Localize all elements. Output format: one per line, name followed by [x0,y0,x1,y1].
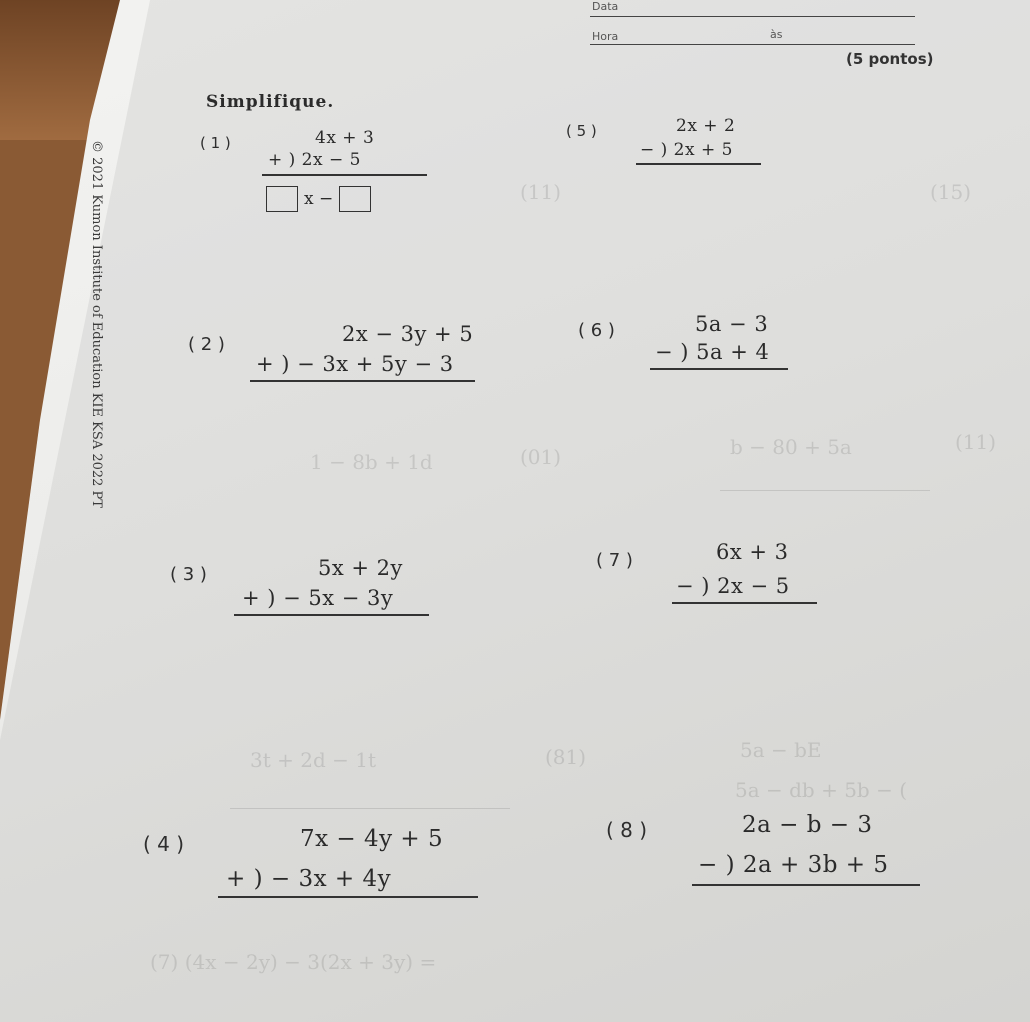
answer-box[interactable] [266,186,298,212]
problem-3-rule [234,614,429,616]
time-label: Hora [592,30,619,43]
problem-7-line2: − ) 2x − 5 [676,574,790,598]
at-label: às [770,28,783,41]
problem-8-number: ( 8 ) [606,818,648,842]
problem-6-line1: 5a − 3 [695,312,769,336]
problem-2-line1: 2x − 3y + 5 [342,322,474,346]
problem-4-rule [218,896,478,898]
bleed-through-mark: (15) [930,180,972,204]
problem-4-line2: + ) − 3x + 4y [226,866,392,892]
bleed-through-mark: 1 − 8b + 1d [310,450,433,474]
bleed-through-mark: 5a − db + 5b − ( [735,778,908,802]
problem-7-line1: 6x + 3 [716,540,789,564]
date-line [590,16,915,17]
instruction: Simplifique. [206,92,335,112]
problem-1-line1: 4x + 3 [315,128,375,148]
copyright-sidebar: © 2021 Kumon Institute of Education KIE KSA 2022 PT [89,140,104,508]
problem-6-line2: − ) 5a + 4 [655,340,770,364]
problem-7-rule [672,602,817,604]
points-label: (5 pontos) [846,50,934,68]
problem-5-rule [636,163,761,165]
problem-3-number: ( 3 ) [170,564,207,585]
bleed-through-line [230,808,510,809]
problem-2-rule [250,380,475,382]
bleed-through-mark: (11) [955,430,997,454]
time-line [590,44,915,45]
problem-5-line1: 2x + 2 [676,116,736,136]
problem-6-rule [650,368,788,370]
problem-5-number: ( 5 ) [566,122,597,140]
answer-middle: x − [304,189,334,209]
problem-3-line2: + ) − 5x − 3y [242,586,394,610]
problem-3-line1: 5x + 2y [318,556,403,580]
problem-1-number: ( 1 ) [200,134,231,152]
problem-1-answer [266,186,371,212]
problem-6-number: ( 6 ) [578,320,615,341]
problem-2-number: ( 2 ) [188,334,225,355]
problem-4-line1: 7x − 4y + 5 [300,826,444,852]
answer-box[interactable] [339,186,371,212]
bleed-through-mark: 5a − bE [740,738,822,762]
bleed-through-line [720,490,930,491]
bleed-through-mark: (01) [520,445,562,469]
problem-7-number: ( 7 ) [596,550,633,571]
problem-5-line2: − ) 2x + 5 [640,140,733,160]
bleed-through-mark: (11) [520,180,562,204]
problem-1-line2: + ) 2x − 5 [268,150,361,170]
date-label: Data [592,0,619,13]
problem-8-rule [692,884,920,886]
problem-8-line1: 2a − b − 3 [742,812,873,838]
bleed-through-mark: 3t + 2d − 1t [250,748,376,772]
bleed-through-mark: (7) (4x − 2y) − 3(2x + 3y) = [150,950,437,974]
bleed-through-mark: b − 80 + 5a [730,435,852,459]
problem-4-number: ( 4 ) [143,832,185,856]
problem-1-rule [262,174,427,176]
problem-2-line2: + ) − 3x + 5y − 3 [256,352,454,376]
bleed-through-mark: (81) [545,745,587,769]
problem-8-line2: − ) 2a + 3b + 5 [698,852,889,878]
